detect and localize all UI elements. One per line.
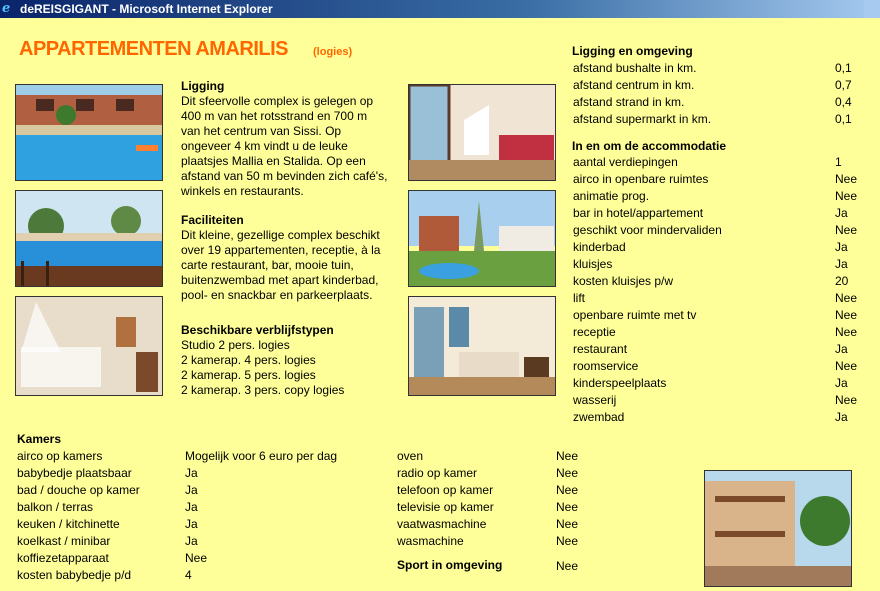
- kamer-label: balkon / terras: [17, 500, 94, 514]
- omgeving-label: afstand supermarkt in km.: [573, 112, 712, 126]
- acc-label: openbare ruimte met tv: [573, 308, 697, 322]
- internet-explorer-icon: e: [2, 1, 11, 16]
- verblijf-item: Studio 2 pers. logies: [181, 338, 290, 352]
- acc-value: Nee: [835, 308, 858, 322]
- acc-label: wasserij: [573, 393, 617, 407]
- acc-value: 1: [835, 155, 842, 169]
- verblijf-item: 2 kamerap. 3 pers. copy logies: [181, 383, 345, 397]
- acc-value: 20: [835, 274, 849, 288]
- acc-label: receptie: [573, 325, 616, 339]
- faciliteiten-line: carte restaurant, bar, mooie tuin,: [181, 258, 354, 272]
- acc-value: Ja: [835, 376, 848, 390]
- ligging-heading: Ligging: [181, 79, 225, 93]
- kamer-value: Nee: [556, 449, 579, 463]
- kamer-label: vaatwasmachine: [397, 517, 487, 531]
- acc-label: aantal verdiepingen: [573, 155, 678, 169]
- omgeving-value: 0,4: [835, 95, 852, 109]
- verblijf-list: [181, 338, 406, 398]
- ligging-line: van het centrum van Sissi. Op: [181, 124, 342, 138]
- pool-balcony-photo[interactable]: [15, 190, 163, 287]
- bedroom-photo[interactable]: [15, 296, 163, 396]
- pool-photo[interactable]: [15, 84, 163, 181]
- acc-value: Ja: [835, 206, 848, 220]
- kamer-label: koffiezetapparaat: [17, 551, 109, 565]
- kamer-label: radio op kamer: [397, 466, 478, 480]
- logies-badge: (logies): [313, 46, 353, 58]
- kamer-label: keuken / kitchinette: [17, 517, 120, 531]
- sport-heading: Sport in omgeving: [397, 558, 503, 572]
- acc-value: Nee: [835, 325, 858, 339]
- acc-label: zwembad: [573, 410, 625, 424]
- kamer-label: televisie op kamer: [397, 500, 494, 514]
- faciliteiten-line: Dit kleine, gezellige complex beschikt: [181, 228, 380, 242]
- building-courtyard-photo[interactable]: [704, 470, 852, 587]
- acc-value: Nee: [835, 359, 858, 373]
- kamer-value: Ja: [185, 500, 198, 514]
- kamer-label: telefoon op kamer: [397, 483, 494, 497]
- kamer-label: koelkast / minibar: [17, 534, 111, 548]
- ligging-text: [181, 94, 406, 199]
- acc-label: kinderbad: [573, 240, 626, 254]
- kamer-value: Ja: [185, 483, 198, 497]
- verblijf-item: 2 kamerap. 5 pers. logies: [181, 368, 316, 382]
- acc-value: Nee: [835, 223, 858, 237]
- window-title: deREISGIGANT - Microsoft Internet Explorer: [20, 2, 273, 16]
- page-title: APPARTEMENTEN AMARILIS: [19, 38, 288, 60]
- kamer-value: Ja: [185, 517, 198, 531]
- omgeving-value: 0,1: [835, 61, 852, 75]
- acc-label: kosten kluisjes p/w: [573, 274, 674, 288]
- lounge-photo[interactable]: [408, 296, 556, 396]
- ligging-line: Dit sfeervolle complex is gelegen op: [181, 94, 374, 108]
- kamer-label: bad / douche op kamer: [17, 483, 140, 497]
- kamer-label: oven: [397, 449, 424, 463]
- living-room-photo[interactable]: [408, 84, 556, 181]
- acc-label: kinderspeelplaats: [573, 376, 667, 390]
- kamer-value: Nee: [556, 466, 579, 480]
- kamer-value: Nee: [185, 551, 208, 565]
- faciliteiten-line: over 19 appartementen, receptie, à la: [181, 243, 381, 257]
- acc-value: Nee: [835, 393, 858, 407]
- acc-value: Ja: [835, 257, 848, 271]
- kamer-value: Mogelijk voor 6 euro per dag: [185, 449, 338, 463]
- acc-value: Nee: [835, 172, 858, 186]
- kamer-value: Nee: [556, 483, 579, 497]
- kamer-value: Nee: [556, 500, 579, 514]
- page-content: [0, 18, 880, 591]
- acc-label: restaurant: [573, 342, 628, 356]
- acc-label: airco in openbare ruimtes: [573, 172, 709, 186]
- faciliteiten-line: pool- en snackbar en parkeerplaats.: [181, 288, 373, 302]
- garden-pool-photo[interactable]: [408, 190, 556, 287]
- faciliteiten-heading: Faciliteiten: [181, 213, 244, 227]
- faciliteiten-line: buitenzwembad met apart kinderbad,: [181, 273, 379, 287]
- kamer-value: Nee: [556, 517, 579, 531]
- kamer-label: kosten babybedje p/d: [17, 568, 132, 582]
- acc-label: geschikt voor mindervaliden: [573, 223, 722, 237]
- omgeving-label: afstand bushalte in km.: [573, 61, 697, 75]
- kamer-label: babybedje plaatsbaar: [17, 466, 132, 480]
- ligging-line: plaatsjes Mallia en Stalida. Op een: [181, 154, 366, 168]
- kamer-value: Ja: [185, 534, 198, 548]
- omgeving-label: afstand centrum in km.: [573, 78, 695, 92]
- verblijf-heading: Beschikbare verblijfstypen: [181, 323, 334, 337]
- verblijf-item: 2 kamerap. 4 pers. logies: [181, 353, 316, 367]
- ligging-line: ongeveer 4 km vindt u de leuke: [181, 139, 348, 153]
- acc-label: roomservice: [573, 359, 639, 373]
- faciliteiten-text: [181, 228, 406, 303]
- titlebar-corner: [864, 0, 880, 18]
- acc-value: Ja: [835, 342, 848, 356]
- acc-label: animatie prog.: [573, 189, 650, 203]
- kamers-heading: Kamers: [17, 432, 62, 446]
- omgeving-value: 0,7: [835, 78, 852, 92]
- omgeving-label: afstand strand in km.: [573, 95, 685, 109]
- ligging-line: afstand van 50 m bevinden zich café's,: [181, 169, 388, 183]
- ligging-line: winkels en restaurants.: [181, 184, 304, 198]
- omgeving-heading: Ligging en omgeving: [572, 44, 693, 58]
- window-titlebar[interactable]: [0, 0, 880, 18]
- kamer-value: Ja: [185, 466, 198, 480]
- acc-value: Ja: [835, 240, 848, 254]
- accommodatie-heading: In en om de accommodatie: [572, 139, 727, 153]
- acc-label: lift: [573, 291, 585, 305]
- sport-value: Nee: [556, 559, 579, 573]
- kamer-value: Nee: [556, 534, 579, 548]
- omgeving-value: 0,1: [835, 112, 852, 126]
- acc-label: bar in hotel/appartement: [573, 206, 704, 220]
- kamer-value: 4: [185, 568, 192, 582]
- kamer-label: airco op kamers: [17, 449, 103, 463]
- acc-value: Nee: [835, 291, 858, 305]
- acc-value: Ja: [835, 410, 848, 424]
- kamer-label: wasmachine: [397, 534, 464, 548]
- acc-value: Nee: [835, 189, 858, 203]
- acc-label: kluisjes: [573, 257, 613, 271]
- ligging-line: 400 m van het rotsstrand en 700 m: [181, 109, 368, 123]
